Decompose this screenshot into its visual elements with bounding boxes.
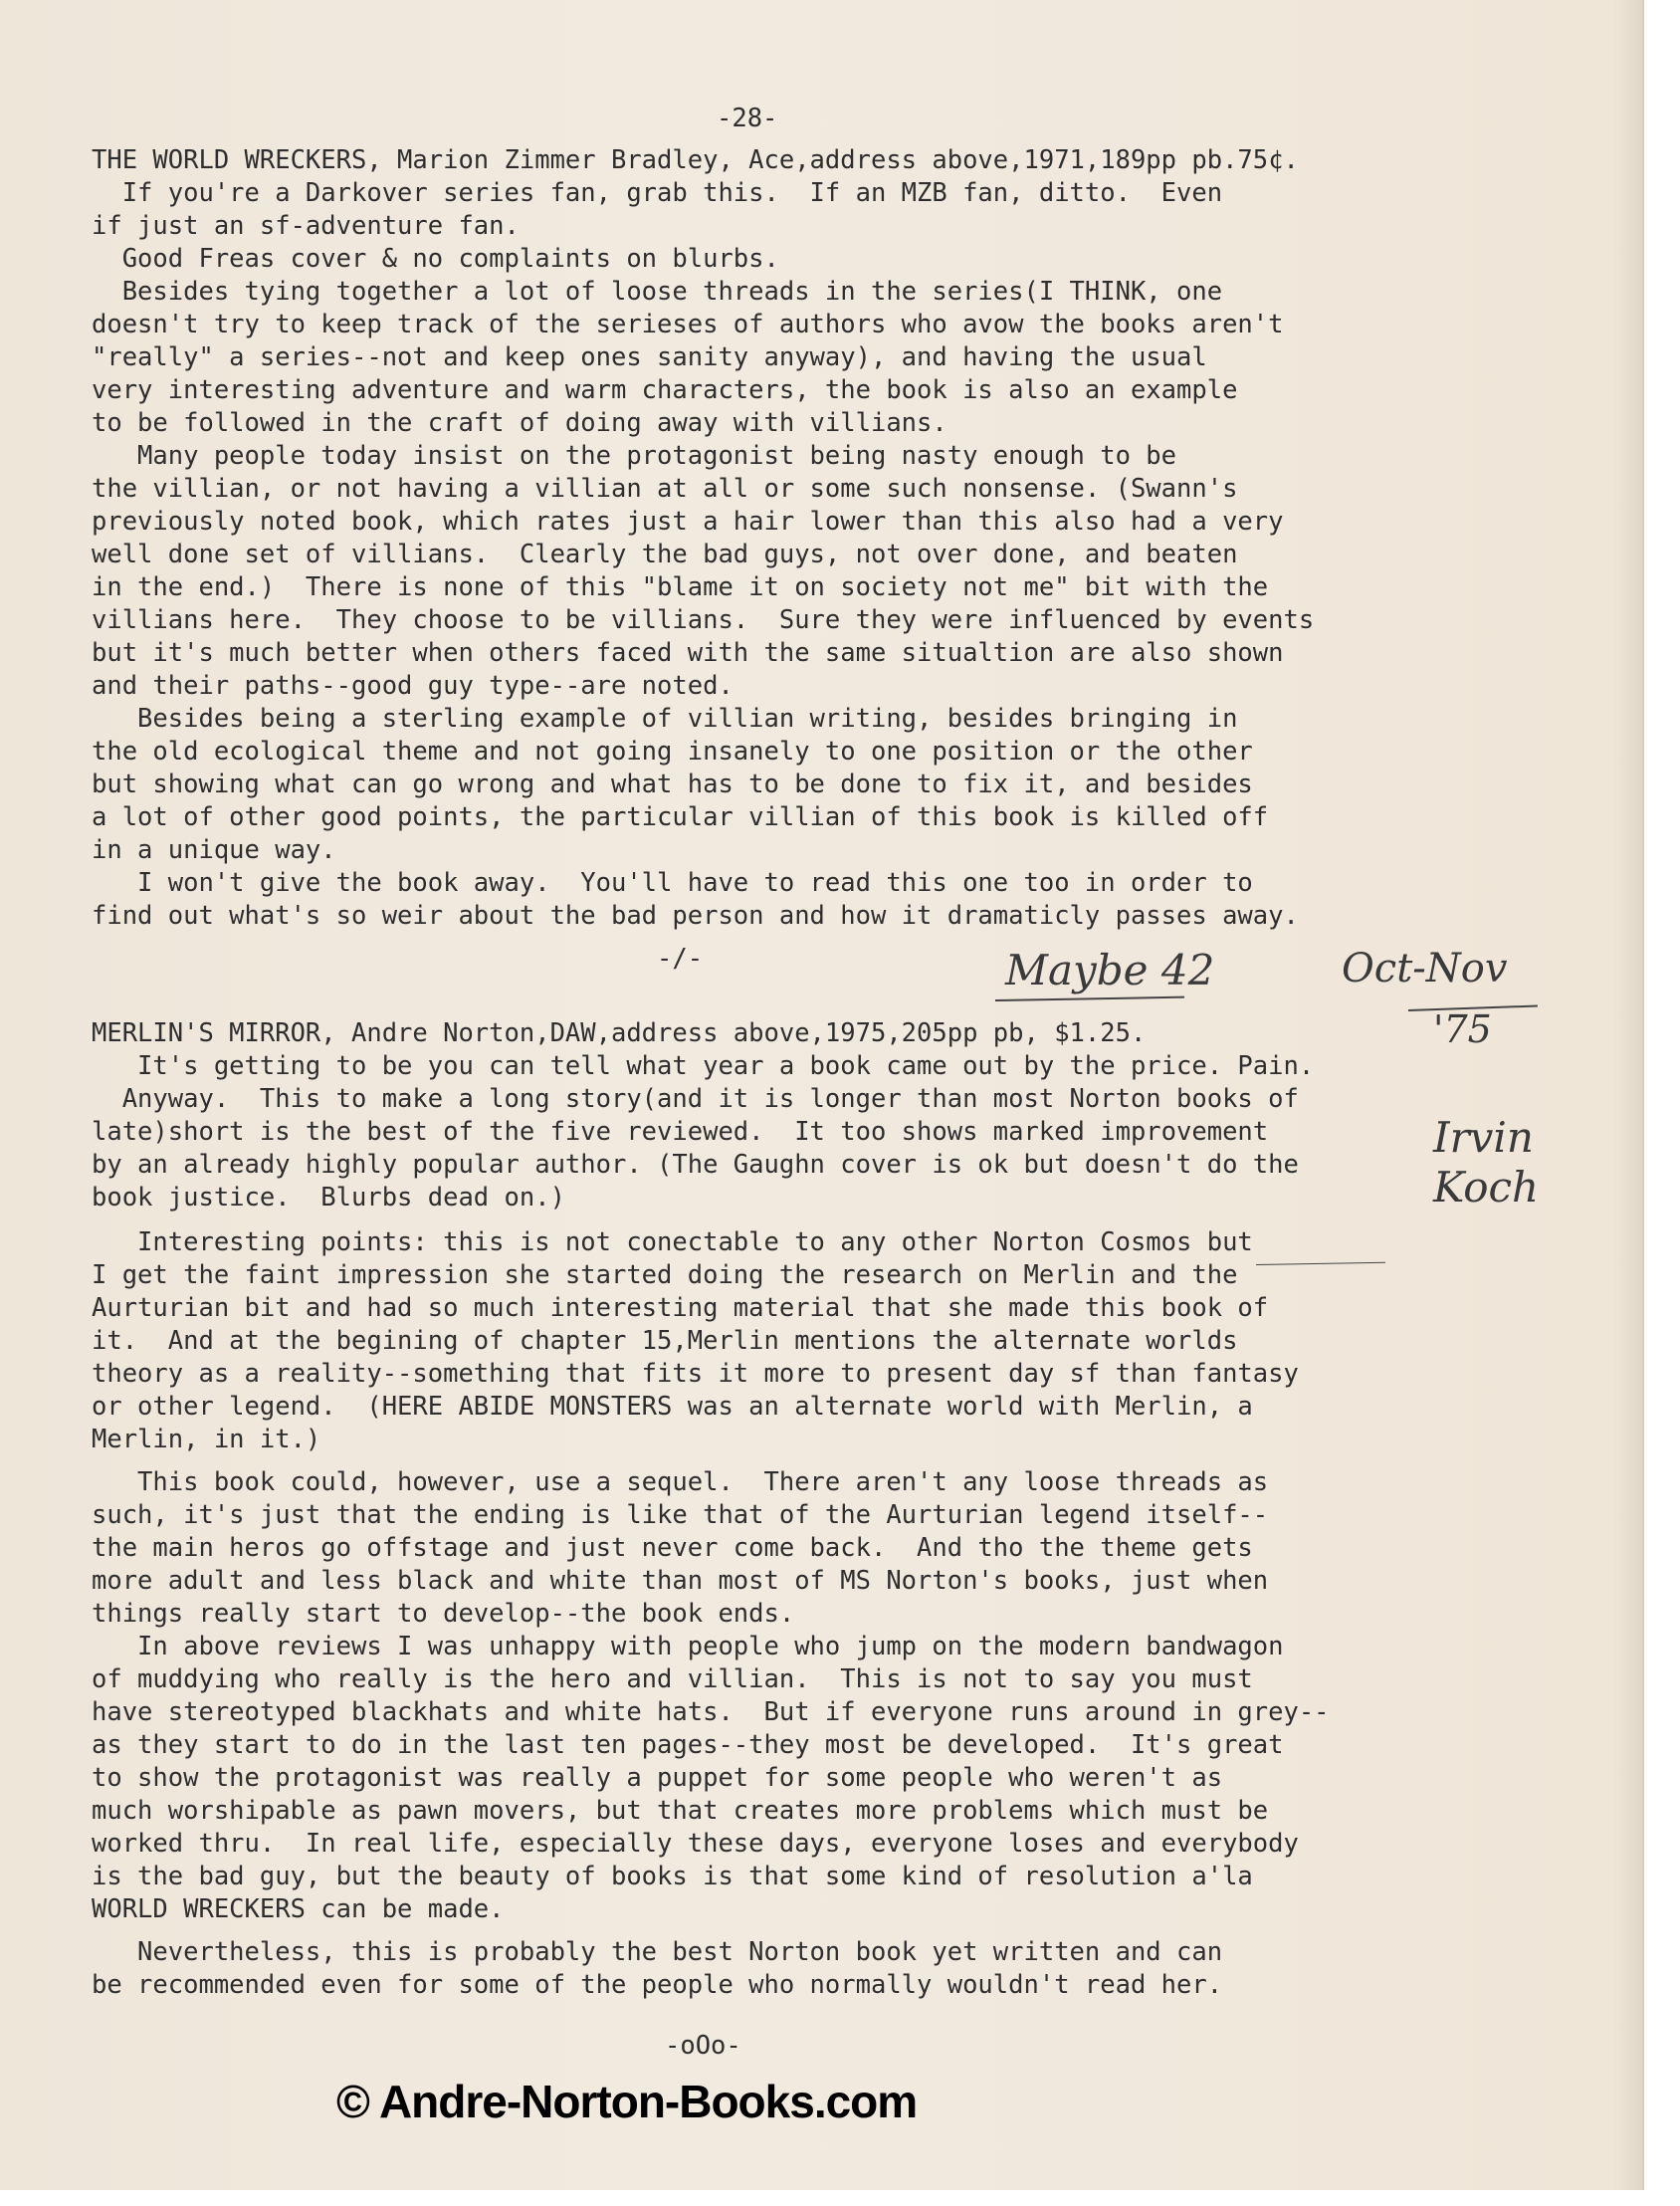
review2-line: theory as a reality--something that fits it more to present day sf than fantasy xyxy=(92,1359,1299,1389)
review-heading-world-wreckers: THE WORLD WRECKERS, Marion Zimmer Bradley, Ace,address above,1971,189pp pb.75¢. xyxy=(92,145,1299,175)
review2-line: is the bad guy, but the beauty of books is that some kind of resolution a'la xyxy=(92,1862,1253,1891)
handwritten-note-year: '75 xyxy=(1433,1007,1492,1051)
review2-line: It's getting to be you can tell what year a book came out by the price. Pain. xyxy=(92,1051,1315,1081)
review2-line: have stereotyped blackhats and white hats. But if everyone runs around in grey-- xyxy=(92,1697,1330,1727)
handwritten-note-date: Oct-Nov xyxy=(1342,946,1508,992)
review1-line: I won't give the book away. You'll have to read this one too in order to xyxy=(92,868,1253,898)
review1-line: the old ecological theme and not going insanely to one position or the other xyxy=(92,737,1253,767)
review1-line: the villian, or not having a villian at all or some such nonsense. (Swann's xyxy=(92,474,1238,504)
review2-line: worked thru. In real life, especially these days, everyone loses and everybody xyxy=(92,1829,1299,1859)
review2-line: Interesting points: this is not conectable to any other Norton Cosmos but xyxy=(92,1227,1253,1257)
review-heading-merlins-mirror: MERLIN'S MIRROR, Andre Norton,DAW,address above,1975,205pp pb, $1.25. xyxy=(92,1018,1147,1048)
review2-line: by an already highly popular author. (The Gaughn cover is ok but doesn't do the xyxy=(92,1150,1299,1180)
review2-line: Aurturian bit and had so much interesting material that she made this book of xyxy=(92,1293,1269,1323)
review2-line: the main heros go offstage and just never come back. And tho the theme gets xyxy=(92,1533,1253,1563)
review1-line: doesn't try to keep track of the serieses of authors who avow the books aren't xyxy=(92,310,1284,339)
review1-line: if just an sf-adventure fan. xyxy=(92,211,520,241)
review2-line: Merlin, in it.) xyxy=(92,1425,321,1454)
review1-line: villians here. They choose to be villians. Sure they were influenced by events xyxy=(92,605,1315,635)
review1-line: in the end.) There is none of this "blame it on society not me" bit with the xyxy=(92,572,1269,602)
review1-line: a lot of other good points, the particular villian of this book is killed off xyxy=(92,802,1269,832)
review1-line: Good Freas cover & no complaints on blurbs. xyxy=(92,244,779,274)
review2-line: to show the protagonist was really a puppet for some people who weren't as xyxy=(92,1763,1223,1793)
review2-line: much worshipable as pawn movers, but that creates more problems which must be xyxy=(92,1796,1269,1826)
handwritten-note-reviewer-first: Irvin xyxy=(1433,1113,1534,1162)
review2-line: Nevertheless, this is probably the best Norton book yet written and can xyxy=(92,1937,1223,1967)
review1-line: "really" a series--not and keep ones sanity anyway), and having the usual xyxy=(92,342,1207,372)
review1-line: but it's much better when others faced with the same situaltion are also shown xyxy=(92,638,1284,668)
review2-line: book justice. Blurbs dead on.) xyxy=(92,1183,565,1213)
review2-line: In above reviews I was unhappy with people who jump on the modern bandwagon xyxy=(92,1632,1284,1661)
review1-line: previously noted book, which rates just a hair lower than this also had a very xyxy=(92,507,1284,537)
review1-line: to be followed in the craft of doing away with villians. xyxy=(92,408,947,438)
review1-line: Besides tying together a lot of loose threads in the series(I THINK, one xyxy=(92,277,1223,307)
review2-line: late)short is the best of the five reviewed. It too shows marked improvement xyxy=(92,1117,1269,1147)
review1-line: well done set of villians. Clearly the bad guys, not over done, and beaten xyxy=(92,540,1238,569)
review2-line: things really start to develop--the book ends. xyxy=(92,1599,795,1629)
review1-line: but showing what can go wrong and what has to be done to fix it, and besides xyxy=(92,770,1253,799)
handwritten-note-maybe: Maybe 42 xyxy=(1005,946,1215,994)
copyright-watermark: © Andre-Norton-Books.com xyxy=(336,2076,918,2127)
review1-line: very interesting adventure and warm characters, the book is also an example xyxy=(92,375,1238,405)
review1-line: in a unique way. xyxy=(92,835,336,865)
review2-line: of muddying who really is the hero and villian. This is not to say you must xyxy=(92,1664,1253,1694)
review2-line: Anyway. This to make a long story(and it is longer than most Norton books of xyxy=(92,1084,1299,1114)
review1-line: Many people today insist on the protagonist being nasty enough to be xyxy=(92,441,1177,471)
review2-line: such, it's just that the ending is like that of the Aurturian legend itself-- xyxy=(92,1500,1269,1530)
handwritten-underline xyxy=(1256,1262,1385,1265)
review2-line: be recommended even for some of the people who normally wouldn't read her. xyxy=(92,1970,1223,2000)
review2-line: WORLD WRECKERS can be made. xyxy=(92,1894,505,1924)
review2-line: more adult and less black and white than most of MS Norton's books, just when xyxy=(92,1566,1269,1596)
review1-line: If you're a Darkover series fan, grab this. If an MZB fan, ditto. Even xyxy=(92,178,1223,208)
handwritten-underline xyxy=(995,996,1184,1001)
review2-line: I get the faint impression she started doing the research on Merlin and the xyxy=(92,1260,1238,1290)
end-mark: -oOo- xyxy=(665,2031,741,2061)
review1-line: and their paths--good guy type--are noted. xyxy=(92,671,734,701)
handwritten-note-reviewer-last: Koch xyxy=(1433,1163,1540,1212)
review2-line: This book could, however, use a sequel. There aren't any loose threads as xyxy=(92,1467,1269,1497)
review2-line: or other legend. (HERE ABIDE MONSTERS was an alternate world with Merlin, a xyxy=(92,1392,1253,1422)
review1-line: find out what's so weir about the bad person and how it dramaticly passes away. xyxy=(92,901,1299,931)
section-separator: -/- xyxy=(657,944,704,974)
review2-line: it. And at the begining of chapter 15,Merlin mentions the alternate worlds xyxy=(92,1326,1238,1356)
page-number: -28- xyxy=(717,104,778,133)
review2-line: as they start to do in the last ten pages--they most be developed. It's great xyxy=(92,1730,1284,1760)
review1-line: Besides being a sterling example of villian writing, besides bringing in xyxy=(92,704,1238,734)
